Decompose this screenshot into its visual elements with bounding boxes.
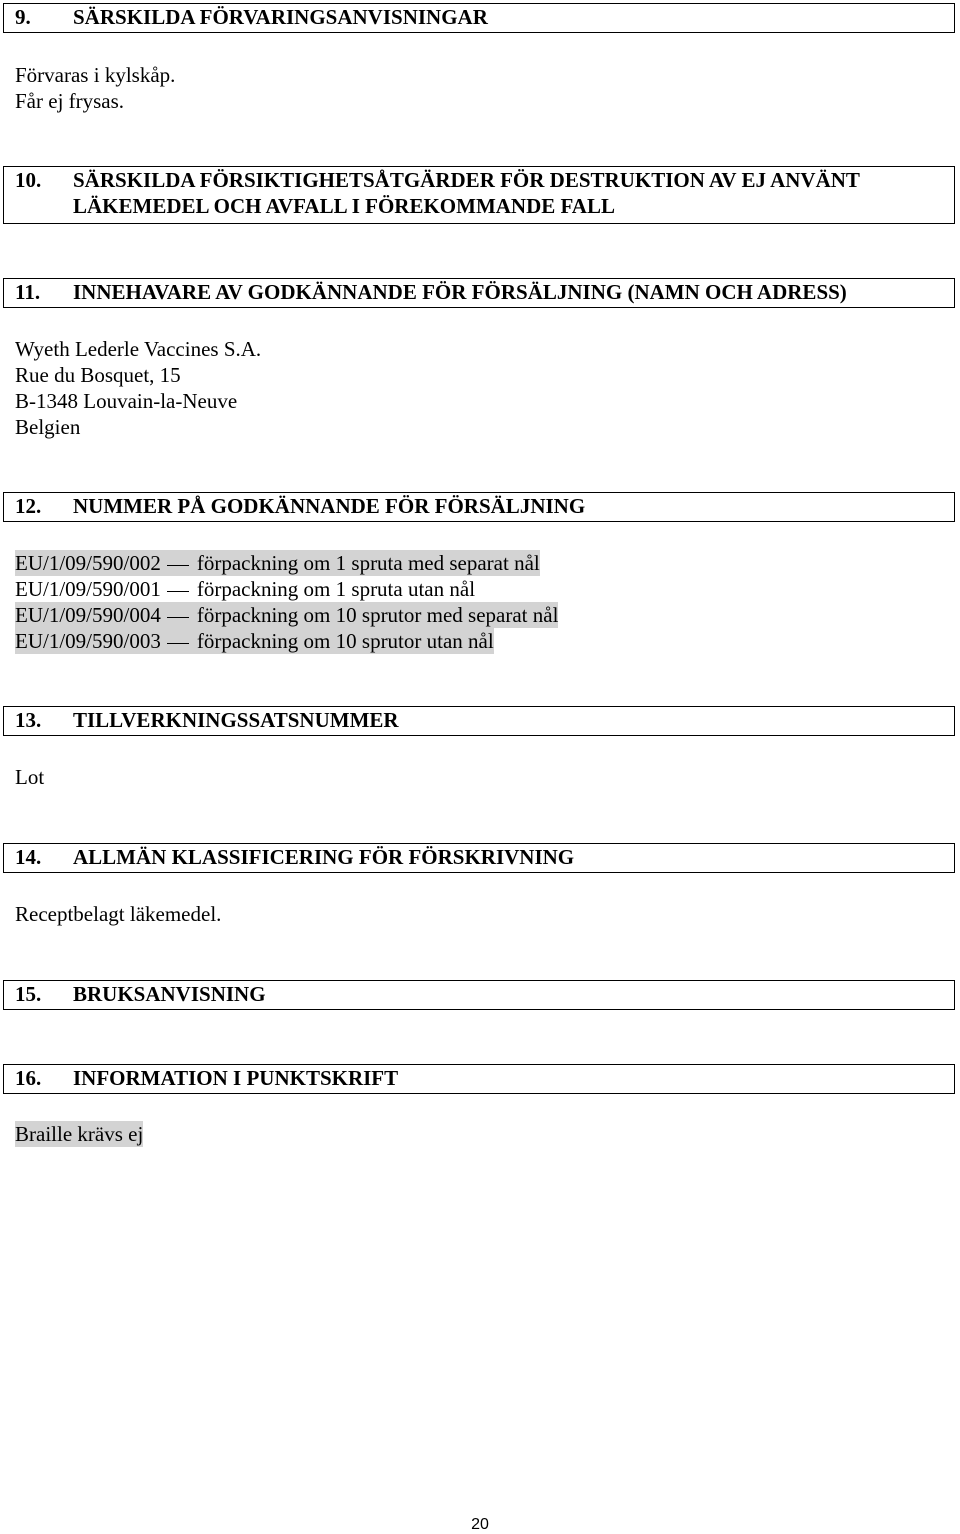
holder-city: B-1348 Louvain-la-Neuve [15,389,238,413]
approval-code: EU/1/09/590/002 [15,551,161,575]
dash-separator [167,591,189,592]
section-number: 16. [15,1066,42,1090]
section-number: 12. [15,494,42,518]
approval-desc: förpackning om 10 sprutor med separat nål [196,603,559,627]
dash-separator [167,617,189,618]
section-title: TILLVERKNINGSSATSNUMMER [73,708,399,732]
approval-row [15,602,558,628]
section-number: 14. [15,845,42,869]
section-number: 10. [15,168,42,192]
section-title: BRUKSANVISNING [73,982,266,1006]
approval-code: EU/1/09/590/003 [15,629,161,653]
section-15-header [3,980,955,1010]
page-number: 20 [471,1516,489,1533]
dash-separator [167,643,189,644]
approval-row [15,550,540,576]
storage-line-1: Förvaras i kylskåp. [15,63,176,87]
braille-text: Braille krävs ej [15,1122,144,1146]
section-title: SÄRSKILDA FÖRVARINGSANVISNINGAR [73,5,488,29]
section-number: 15. [15,982,42,1006]
section-title: NUMMER PÅ GODKÄNNANDE FÖR FÖRSÄLJNING [73,494,586,518]
section-title: INNEHAVARE AV GODKÄNNANDE FÖR FÖRSÄLJNING (NAMN OCH ADRESS) [73,280,847,304]
section-14-header [3,843,955,873]
section-title: INFORMATION I PUNKTSKRIFT [73,1066,399,1090]
section-12-header [3,492,955,522]
approval-code: EU/1/09/590/004 [15,603,161,627]
approval-desc: förpackning om 1 spruta utan nål [196,577,476,601]
section-16-header [3,1064,955,1094]
section-title [73,167,860,219]
holder-country: Belgien [15,415,81,439]
classification-text: Receptbelagt läkemedel. [15,902,222,926]
lot-label: Lot [15,765,45,789]
section-number: 11. [15,280,41,304]
section-title-line-2: LÄKEMEDEL OCH AVFALL I FÖREKOMMANDE FALL [73,194,615,218]
approval-desc: förpackning om 1 spruta med separat nål [196,551,540,575]
section-number: 9. [15,5,31,29]
section-9-header [3,3,955,33]
storage-line-2: Får ej frysas. [15,89,125,113]
section-title: ALLMÄN KLASSIFICERING FÖR FÖRSKRIVNING [73,845,575,869]
holder-street: Rue du Bosquet, 15 [15,363,181,387]
section-13-header [3,706,955,736]
section-number: 13. [15,708,42,732]
section-11-header [3,278,955,308]
approval-code: EU/1/09/590/001 [15,577,161,601]
approval-row [15,576,475,602]
section-title-line-1: SÄRSKILDA FÖRSIKTIGHETSÅTGÄRDER FÖR DESTRUKTION AV EJ ANVÄNT [73,168,860,192]
approval-row [15,628,494,654]
holder-name: Wyeth Lederle Vaccines S.A. [15,337,262,361]
dash-separator [167,565,189,566]
approval-desc: förpackning om 10 sprutor utan nål [196,629,494,653]
section-10-header [3,166,955,224]
